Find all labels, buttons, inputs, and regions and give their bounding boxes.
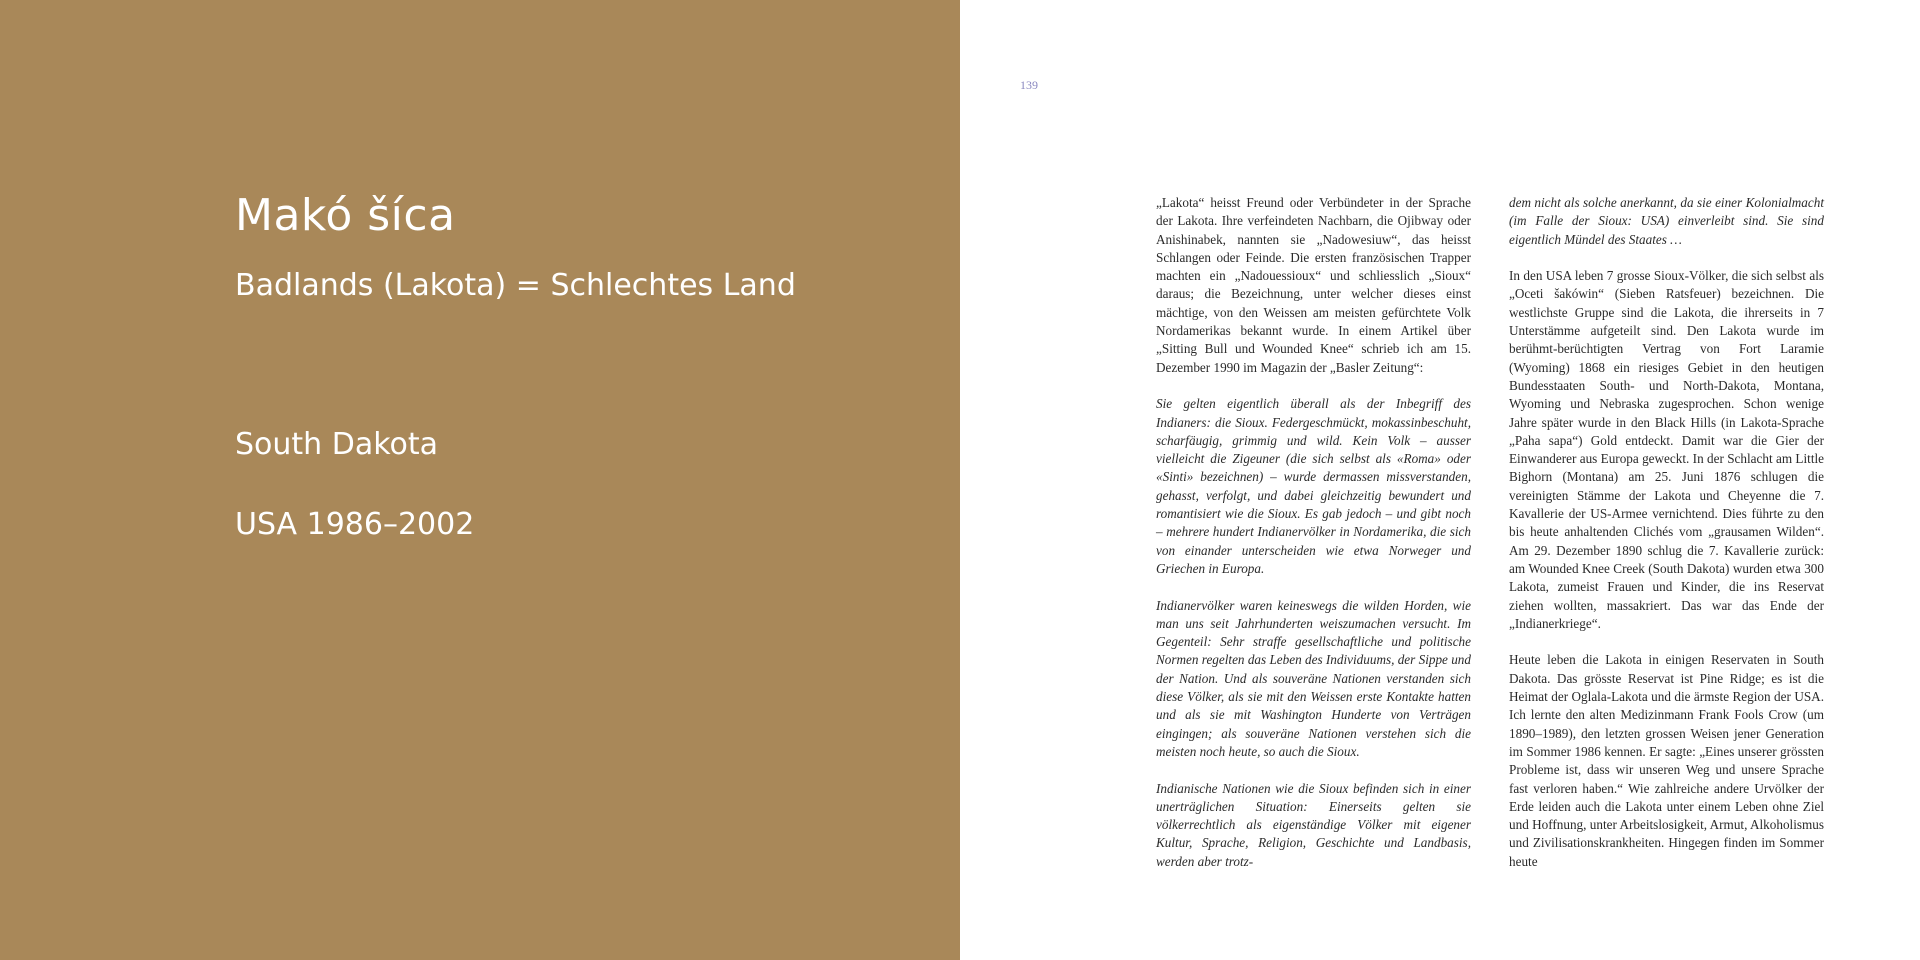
quote-paragraph: Indianische Nationen wie die Sioux befinden sich in einer unerträglichen Situation: Einerseits gelten sie völkerrechtlich als eigenständige Völker mit eigener Kultur, Sprache, Religion, Geschichte und Landbasis, werden aber trotz- (1156, 780, 1471, 869)
text-column-1 (1156, 194, 1471, 889)
page-title: Makó šíca (235, 190, 456, 241)
quote-paragraph: Sie gelten eigentlich überall als der Inbegriff des Indianers: die Sioux. Federgeschmückt, mokassinbeschuht, scharfäugig, grimmig und wild. Kein Volk – ausser vielleicht die Zigeuner (die sich selbst als «Roma» oder «Sinti» bezeichnen) – wurde dermassen missverstanden, gehasst, verfolgt, und dabei gleichzeitig bewundert und romantisiert wie die Sioux. Es gab jedoch – und gibt noch – mehrere hundert Indianervölker in Nordamerika, die sich von einander unterscheiden wie etwa Norweger und Griechen in Europa. (1156, 396, 1471, 576)
page-number: 139 (1020, 78, 1038, 92)
text-column-2 (1509, 194, 1824, 889)
paragraph: In den USA leben 7 grosse Sioux-Völker, die sich selbst als „Oceti šakówin“ (Sieben Ratsfeuer) bezeichnen. Die westlichste Gruppe sind die Lakota, die ihrerseits in 7 Unterstämme aufgeteilt sind. Den Lakota wurde im berühmt-berüchtigten Vertrag von Fort Laramie (Wyoming) 1868 ein riesiges Gebiet in den heutigen Bundesstaaten South- und North-Dakota, Montana, Wyoming und Nebraska zugesprochen. Schon wenige Jahre später wurde in den Black Hills (in Lakota-Sprache „Paha sapa“) Gold entdeckt. Damit war die Gier der Einwanderer aus Europa geweckt. In der Schlacht am Little Bighorn (Montana) am 25. Juni 1876 schlugen die vereinigten Stämme der Lakota und Cheyenne die 7. Kavallerie der US-Armee vernichtend. Dies führte zu den bis heute anhaltenden Clichés vom „grausamen Wilden“. Am 29. Dezember 1890 schlug die 7. Kavallerie zurück: am Wounded Knee Creek (South Dakota) wurden etwa 300 Lakota, zumeist Frauen und Kinder, die ins Reservat ziehen wollten, massakriert. Das war das Ende der „Indianerkriege“. (1509, 268, 1824, 631)
page-subtitle: Badlands (Lakota) = Schlechtes Land (235, 268, 796, 303)
years-label: USA 1986–2002 (235, 507, 475, 542)
paragraph: „Lakota“ heisst Freund oder Verbündeter in der Sprache der Lakota. Ihre verfeindeten Nachbarn, die Ojibway oder Anishinabek, nannten sie „Nadowesiuw“, das heisst Schlangen oder Feinde. Die ersten französischen Trapper machten ein „Nadouessioux“ und schliesslich „Sioux“ daraus; die Bezeichnung, unter welcher dieses einst mächtige, von den Weissen am meisten gefürchtete Volk Nordamerikas bekannt wurde. In einem Artikel über „Sitting Bull und Wounded Knee“ schrieb ich am 15. Dezember 1990 im Magazin der „Basler Zeitung“: (1156, 195, 1471, 375)
right-page-panel (960, 0, 1920, 960)
quote-paragraph: Indianervölker waren keineswegs die wilden Horden, wie man uns seit Jahrhunderten weiszumachen versucht. Im Gegenteil: Sehr straffe gesellschaftliche und politische Normen regelten das Leben des Individuums, der Sippe und der Nation. Und als souveräne Nationen verstanden sich diese Völker, als sie mit den Weissen erste Kontakte hatten und als sie mit Washington Hunderte von Verträgen eingingen; als souveräne Nationen verstehen sich die meisten noch heute, so auch die Sioux. (1156, 597, 1471, 759)
quote-paragraph: dem nicht als solche anerkannt, da sie einer Kolonialmacht (im Falle der Sioux: USA) einverleibt sind. Sie sind eigentlich Mündel des Staates … (1509, 195, 1824, 247)
paragraph: Heute leben die Lakota in einigen Reservaten in South Dakota. Das grösste Reservat ist Pine Ridge; es ist die Heimat der Oglala-Lakota und die ärmste Region der USA. Ich lernte den alten Medizinmann Frank Fools Crow (um 1890–1989), den letzten grossen Weisen jener Generation im Sommer 1986 kennen. Er sagte: „Eines unserer grössten Probleme ist, dass wir unseren Weg und unsere Sprache fast verloren haben.“ Wie zahlreiche andere Urvölker der Erde leiden auch die Lakota unter einem Leben ohne Ziel und Hoffnung, unter Arbeitslosigkeit, Armut, Alkoholismus und Zivilisationskrankheiten. Hingegen finden im Sommer heute (1509, 652, 1824, 869)
region-label: South Dakota (235, 427, 439, 462)
